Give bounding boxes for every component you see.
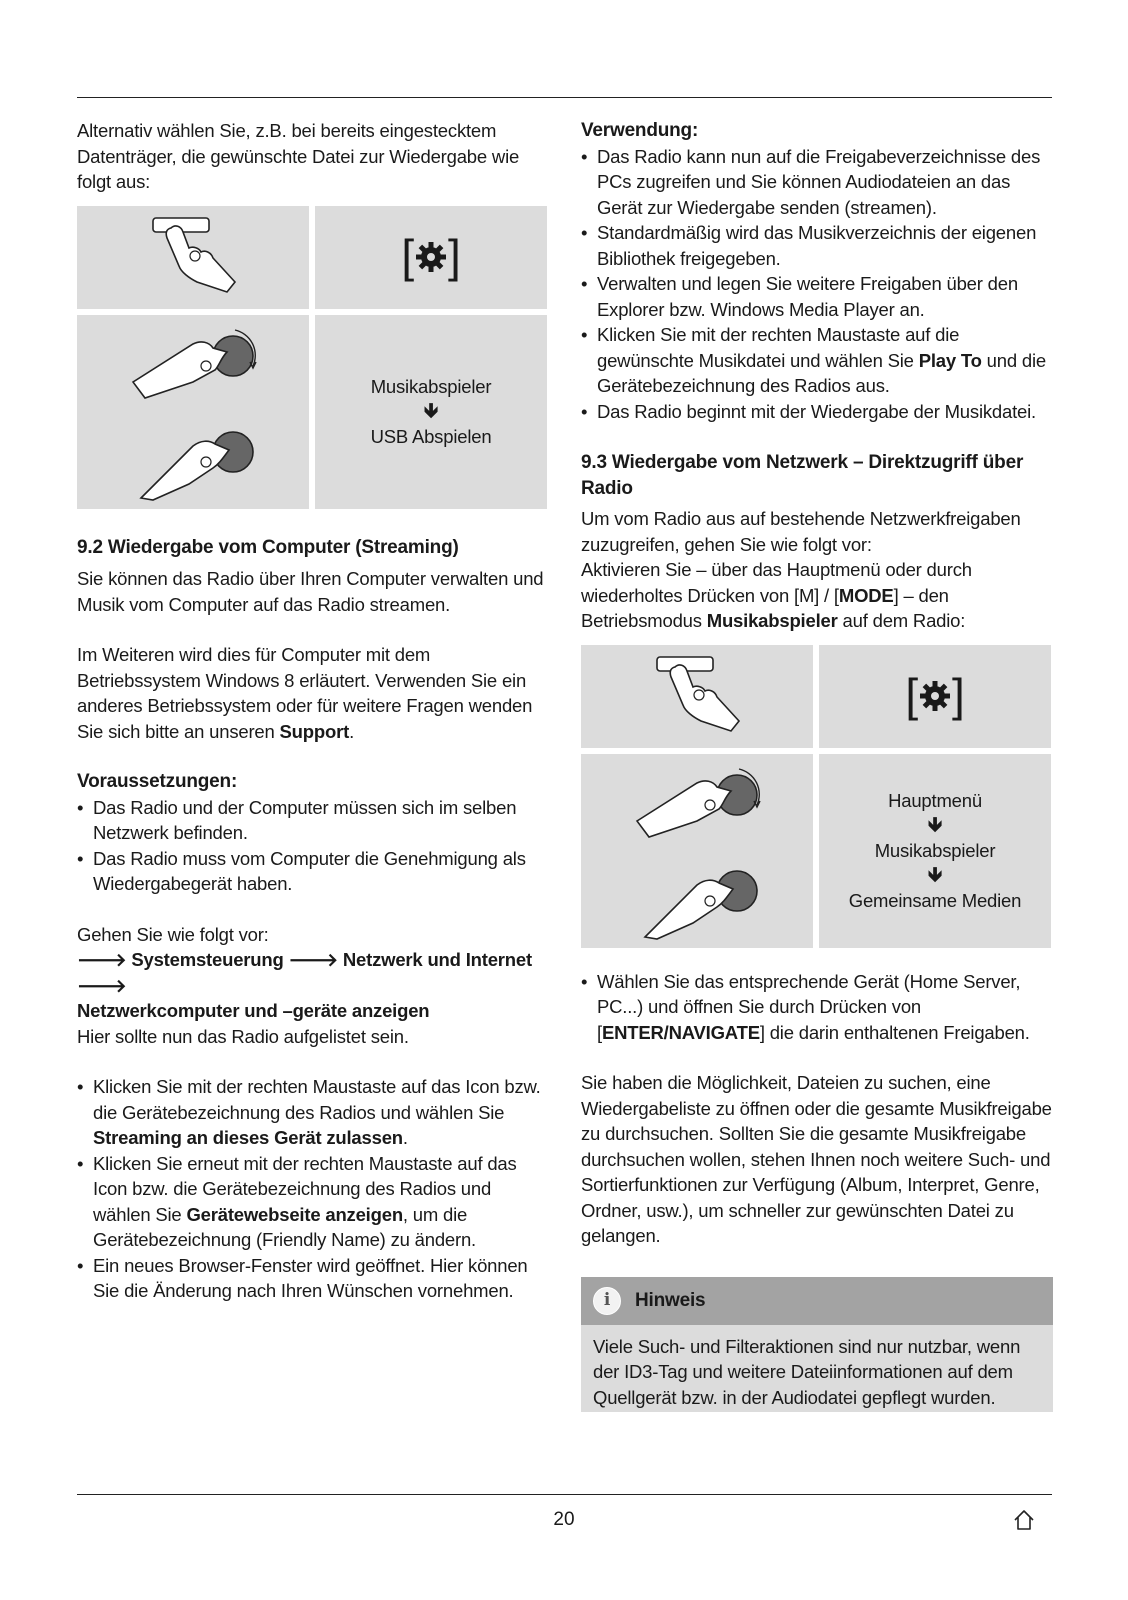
- note-header: [581, 1277, 1053, 1325]
- hand-press-button-icon: [581, 645, 813, 748]
- note-title: Hinweis: [635, 1289, 706, 1311]
- settings-button-cell: [819, 645, 1051, 748]
- left-column: [77, 118, 551, 1304]
- menu-path-cell: [315, 315, 547, 509]
- right-column: [581, 118, 1053, 1412]
- list-item: • Standardmäßig wird das Musikverzeichnis der eigenen Bibliothek freigegeben.: [581, 220, 1053, 271]
- note-box: [581, 1277, 1053, 1413]
- list-item: • Klicken Sie erneut mit der rechten Maustaste auf das Icon bzw. die Gerätebezeichnung des Radios und wählen Sie Gerätewebseite anzeigen, um die Gerätebezeichnung (Friendly Name) zu ändern.: [77, 1151, 551, 1253]
- knob-turn-press-cell: [77, 315, 309, 509]
- prereq-title: Voraussetzungen:: [77, 771, 238, 792]
- list-item: • Wählen Sie das entsprechende Gerät (Home Server, PC...) und öffnen Sie durch Drücken von [ENTER/NAVIGATE] die darin enthaltenen Freigaben.: [581, 969, 1053, 1046]
- list-item: • Das Radio kann nun auf die Freigabeverzeichnisse des PCs zugreifen und Sie können Audiodateien an das Gerät zur Wiedergabe senden (streamen).: [581, 144, 1053, 221]
- bottom-rule: [77, 1494, 1052, 1495]
- search-paragraph: Sie haben die Möglichkeit, Dateien zu suchen, eine Wiedergabeliste zu öffnen oder die gesamte Musikfreigabe zu durchsuchen. Sollten Sie die gesamte Musikfreigabe durchsuchen wollen, stehen Ihnen noch weitere Such- und Sortierfunktionen zur Verfügung (Album, Interpret, Genre, Ordner, usw.), um schneller zur gewünschten Datei zu gelangen.: [581, 1072, 1052, 1246]
- instruction-grid-network: [581, 645, 1053, 948]
- hand-press-button-icon: [77, 206, 309, 309]
- page-number: 20: [553, 1509, 575, 1530]
- top-rule: [77, 97, 1052, 98]
- gear-icon: [ ]: [905, 669, 965, 722]
- menu-item-musikabspieler: Musikabspieler: [874, 840, 996, 861]
- menu-path-cell: [819, 754, 1051, 948]
- knob-turn-icon: [123, 322, 263, 502]
- settings-button-cell: [315, 206, 547, 309]
- instruction-grid-usb: [77, 206, 551, 509]
- usage-list: [581, 144, 1053, 425]
- streaming-intro: Sie können das Radio über Ihren Computer verwalten und Musik vom Computer auf das Radio streamen.: [77, 568, 544, 615]
- menu-item-hauptmenue: Hauptmenü: [888, 790, 982, 811]
- windows-paragraph: Im Weiteren wird dies für Computer mit dem Betriebssystem Windows 8 erläutert. Verwenden Sie ein anderes Betriebssystem oder für weitere Fragen wenden Sie sich bitte an unseren Support.: [77, 644, 533, 742]
- home-icon[interactable]: [1013, 1509, 1035, 1536]
- knob-press-icon: [627, 761, 767, 941]
- list-item: • Das Radio und der Computer müssen sich im selben Netzwerk befinden.: [77, 795, 551, 846]
- select-device-list: [581, 969, 1053, 1046]
- menu-item-musikabspieler: Musikabspieler: [370, 376, 492, 397]
- menu-item-usb-abspielen: USB Abspielen: [370, 426, 492, 447]
- info-icon: i: [593, 1287, 621, 1315]
- usage-title: Verwendung:: [581, 120, 699, 141]
- list-item: • Ein neues Browser-Fenster wird geöffnet. Hier können Sie die Änderung nach Ihren Wünschen vornehmen.: [77, 1253, 551, 1304]
- gear-icon: [ ]: [401, 230, 461, 283]
- arrow-down-icon: 🡻: [927, 814, 943, 836]
- note-body: Viele Such- und Filteraktionen sind nur nutzbar, wenn der ID3-Tag und weitere Dateiinformationen auf dem Quellgerät bzw. in der Audiodatei gepflegt wurden.: [581, 1325, 1053, 1413]
- intro-paragraph: Alternativ wählen Sie, z.B. bei bereits eingestecktem Datenträger, die gewünschte Datei zur Wiedergabe wie folgt aus:: [77, 120, 520, 192]
- network-intro: Um vom Radio aus auf bestehende Netzwerkfreigaben zuzugreifen, gehen Sie wie folgt vor:: [581, 508, 1021, 555]
- menu-item-gemeinsame-medien: Gemeinsame Medien: [848, 890, 1022, 911]
- activate-paragraph: Aktivieren Sie – über das Hauptmenü oder durch wiederholtes Drücken von [M] / [MODE] – den Betriebsmodus Musikabspieler auf dem Radio:: [581, 559, 972, 631]
- arrow-down-icon: 🡻: [423, 400, 439, 422]
- knob-turn-press-cell: [581, 754, 813, 948]
- list-item: • Verwalten und legen Sie weitere Freigaben über den Explorer bzw. Windows Media Player an.: [581, 271, 1053, 322]
- list-item: • Klicken Sie mit der rechten Maustaste auf das Icon bzw. die Gerätebezeichnung des Radios und wählen Sie Streaming an dieses Gerät zulassen.: [77, 1074, 551, 1151]
- section-title-9-3: 9.3 Wiedergabe vom Netzwerk – Direktzugriff über Radio: [581, 452, 1024, 499]
- list-item: • Das Radio beginnt mit der Wiedergabe der Musikdatei.: [581, 399, 1053, 425]
- list-item: • Das Radio muss vom Computer die Genehmigung als Wiedergabegerät haben.: [77, 846, 551, 897]
- steps-list: [77, 1074, 551, 1304]
- support-link: Support: [279, 720, 350, 742]
- list-item: • Klicken Sie mit der rechten Maustaste auf die gewünschte Musikdatei und wählen Sie Play To und die Gerätebezeichnung des Radios aus.: [581, 322, 1053, 399]
- navigation-path: 🡒 Systemsteuerung 🡒 Netzwerk und Internet 🡒 Netzwerkcomputer und –geräte anzeigen: [77, 949, 532, 1021]
- section-title-9-2: 9.2 Wiedergabe vom Computer (Streaming): [77, 536, 459, 558]
- arrow-down-icon: 🡻: [927, 864, 943, 886]
- prereq-list: [77, 795, 551, 897]
- listed-text: Hier sollte nun das Radio aufgelistet sein.: [77, 1025, 409, 1047]
- proceed-text: Gehen Sie wie folgt vor:: [77, 923, 269, 945]
